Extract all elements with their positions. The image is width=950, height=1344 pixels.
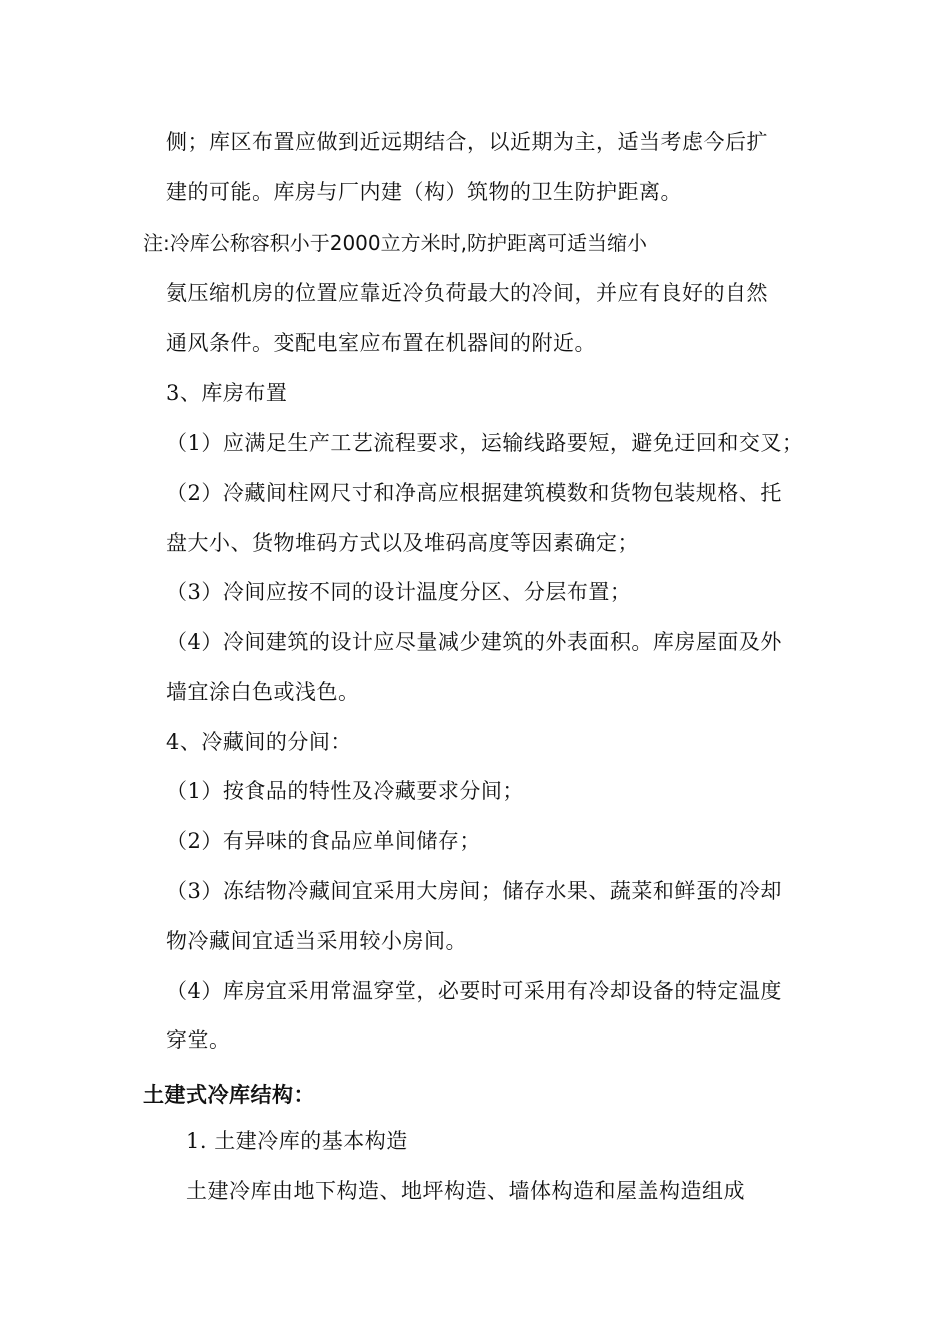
list-item-continuation: 盘大小、货物堆码方式以及堆码高度等因素确定； [166, 531, 639, 555]
note-line: 注:冷库公称容积小于2000立方米时,防护距离可适当缩小 [143, 231, 647, 255]
paragraph-line: 侧；库区布置应做到近远期结合，以近期为主，适当考虑今后扩 [166, 130, 768, 154]
paragraph-line: 建的可能。库房与厂内建（构）筑物的卫生防护距离。 [166, 180, 682, 204]
paragraph-line: 土建冷库由地下构造、地坪构造、墙体构造和屋盖构造组成 [186, 1179, 745, 1203]
list-item: （4）冷间建筑的设计应尽量减少建筑的外表面积。库房屋面及外 [166, 630, 782, 654]
paragraph-line: 氨压缩机房的位置应靠近冷负荷最大的冷间，并应有良好的自然 [166, 281, 768, 305]
list-item-continuation: 墙宜涂白色或浅色。 [166, 680, 360, 704]
section-title: 土建式冷库结构： [143, 1083, 315, 1107]
paragraph-line: 通风条件。变配电室应布置在机器间的附近。 [166, 331, 596, 355]
section-heading-3: 3、库房布置 [166, 381, 288, 405]
list-item: （3）冻结物冷藏间宜采用大房间；储存水果、蔬菜和鲜蛋的冷却 [166, 879, 782, 903]
numbered-subheading: 1. 土建冷库的基本构造 [186, 1129, 408, 1153]
list-item: （1）应满足生产工艺流程要求，运输线路要短，避免迂回和交叉； [166, 431, 804, 455]
list-item-continuation: 穿堂。 [166, 1028, 231, 1052]
list-item-continuation: 物冷藏间宜适当采用较小房间。 [166, 929, 467, 953]
list-item: （2）冷藏间柱网尺寸和净高应根据建筑模数和货物包装规格、托 [166, 481, 782, 505]
list-item: （3）冷间应按不同的设计温度分区、分层布置； [166, 580, 632, 604]
section-heading-4: 4、冷藏间的分间： [166, 730, 352, 754]
list-item: （2）有异味的食品应单间储存； [166, 829, 481, 853]
list-item: （1）按食品的特性及冷藏要求分间； [166, 779, 524, 803]
list-item: （4）库房宜采用常温穿堂，必要时可采用有冷却设备的特定温度 [166, 979, 782, 1003]
